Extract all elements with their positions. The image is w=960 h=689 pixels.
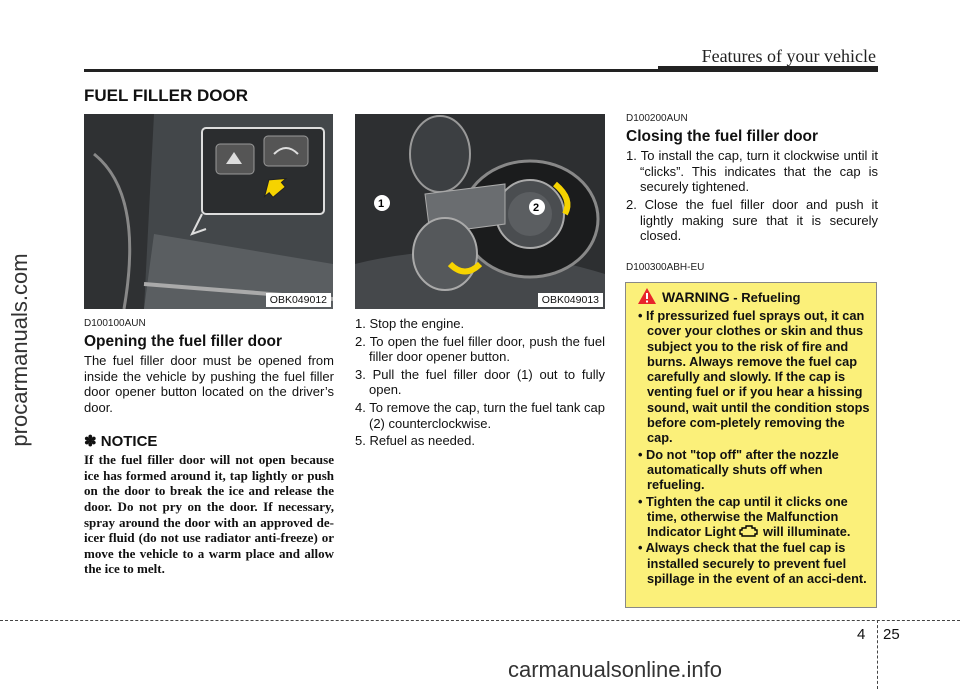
warning-item: • If pressurized fuel sprays out, it can cover your clothes or skin and thus subject you to the risk of fire and burns. Always remove the fuel cap carefully and slowly. If the cap is venting fuel or if you hear a hissing sound, wait until the condition stops before com-pletely removing the cap. (638, 308, 870, 446)
step-item: 1. To install the cap, turn it clockwise until it “clicks”. This indicates that the cap is securely tightened. (626, 148, 878, 195)
step-item: 2. Close the fuel filler door and push it lightly making sure that it is securely closed. (626, 196, 878, 244)
step-item: 4. To remove the cap, turn the fuel tank cap (2) counterclockwise. (355, 399, 605, 431)
step-list (626, 148, 878, 244)
door-interior-illustration (84, 114, 333, 309)
column-steps (355, 316, 605, 451)
column-closing (626, 111, 878, 275)
step-item: 1. Stop the engine. (355, 316, 465, 331)
page-number: 25 (883, 626, 900, 643)
photo-caption: OBK049013 (538, 293, 603, 307)
section-code: D100300ABH-EU (626, 261, 705, 273)
fuel-cap-illustration (355, 114, 605, 309)
step-item: 5. Refuel as needed. (355, 433, 475, 449)
notice-body: If the fuel filler door will not open because ice has formed around it, tap lightly or push on the door to break the ice and release the door. Do not pry on the door. If necessary, spray around the door with an approved de-icer fluid (do not use radiator anti-freeze) or move the vehicle to a warm place and allow the ice to melt. (84, 452, 334, 577)
warning-item: • Do not "top off" after the nozzle automatically shuts off when refueling. (638, 446, 839, 493)
warning-label: WARNING (662, 289, 730, 305)
header-title: Features of your vehicle (701, 46, 876, 66)
header-rule-accent (658, 66, 878, 72)
warning-item: • Tighten the cap until it clicks one time, otherwise the Malfunction Indicator Light will illuminate. (638, 493, 851, 540)
body-text: The fuel filler door must be opened from inside the vehicle by pushing the fuel filler door opener button located on the driver’s door. (84, 353, 334, 415)
svg-text:1: 1 (378, 198, 385, 210)
step-list (355, 316, 605, 449)
footer-watermark: carmanualsonline.info (508, 657, 723, 682)
footer-divider (877, 620, 878, 689)
photo-fuel-cap (355, 114, 605, 309)
section-code: D100200AUN (626, 113, 688, 124)
step-item: 2. To open the fuel filler door, push the fuel filler door opener button. (355, 333, 605, 365)
section-title: FUEL FILLER DOOR (84, 86, 249, 105)
chapter-number: 4 (857, 626, 866, 643)
column-opening (84, 316, 334, 577)
subsection-heading: Closing the fuel filler door (626, 127, 819, 145)
warning-subtitle: - Refueling (729, 290, 801, 305)
svg-text:2: 2 (533, 202, 540, 214)
warning-list (633, 308, 870, 587)
photo-caption: OBK049012 (266, 293, 331, 307)
warning-item: • Always check that the fuel cap is installed securely to prevent fuel spillage in the event of an acci-dent. (638, 540, 867, 587)
subsection-heading: Opening the fuel filler door (84, 332, 283, 350)
step-item: 3. Pull the fuel filler door (1) out to fully open. (355, 366, 605, 398)
malfunction-indicator-icon (739, 525, 759, 537)
warning-triangle-icon (638, 288, 656, 304)
side-watermark: procarmanuals.com (7, 253, 32, 447)
notice-title: ✽ NOTICE (84, 432, 158, 450)
warning-title (662, 289, 800, 305)
section-code: D100100AUN (84, 318, 146, 329)
footer-rule (0, 620, 960, 621)
photo-door-opener-button (84, 114, 333, 309)
